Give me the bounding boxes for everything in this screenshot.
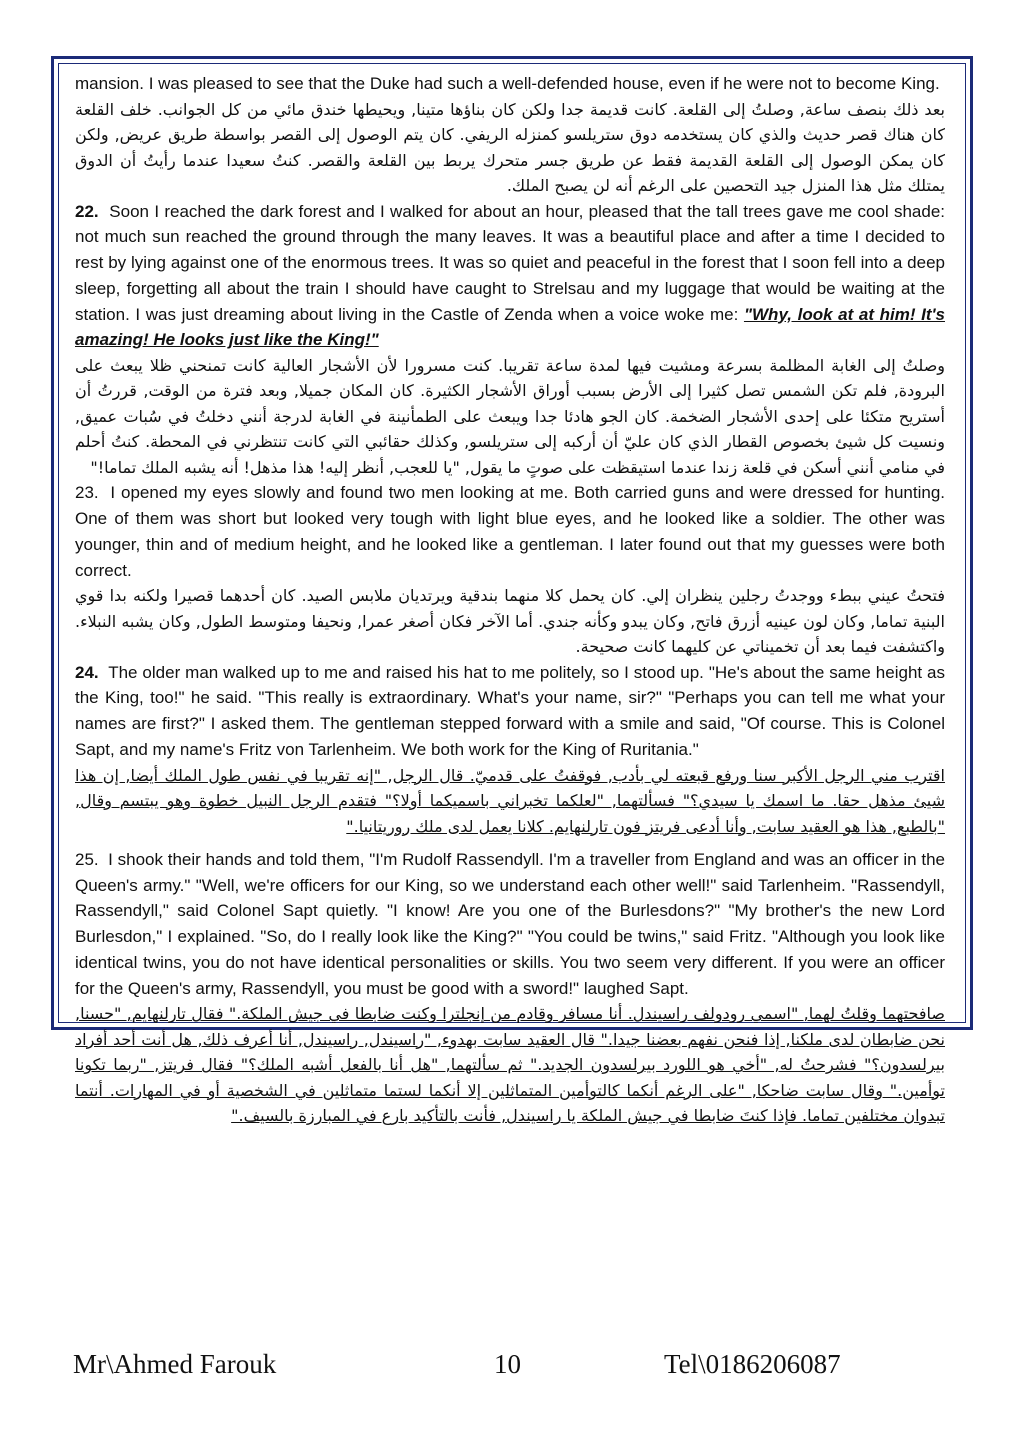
- paragraph-mansion-english: mansion. I was pleased to see that the Duke had such a well-defended house, even if he were not to become King.: [75, 74, 940, 93]
- paragraph-23-english: [75, 480, 945, 583]
- paragraph-22-arabic: وصلتُ إلى الغابة المظلمة بسرعة ومشيت فيها لمدة ساعة تقريبا. كنت مسرورا لأن الأشجار العالية كانت تمنحني ظلا يبعث على البرودة, فلم تكن الشمس تصل كثيرا إلى الأرض بسبب أوراق الأشجار الكثيرة. كان المكان جميلا, وبعد فترة من الوقت, قررتُ أن أستريح متكئا على إحدى الأشجار الضخمة. كان الجو هادئا جدا ويبعث على الطمأنينة في الغابة لدرجة أنني دخلتُ في سُبات عميق, ونسيت كل شيئ بخصوص القطار الذي كان عليّ أن أركبه إلى ستريلسو, وكذلك حقائبي التي كانت تنتظرني في المحطة. كنتُ أحلم في منامي أنني أسكن في قلعة زندا عندما استيقظت على صوتٍ ما يقول, "يا للعجب, أنظر إليه! هذا مذهل! أنه يشبه الملك تماما!": [75, 355, 945, 477]
- paragraph-24-arabic: اقترب مني الرجل الأكبر سنا ورفع قبعته لي بأدب, فوقفتُ على قدميّ. قال الرجل, "إنه تقريبا في نفس طول الملك أيضا, إن هذا شيئ مذهل حقا. ما اسمك يا سيدي؟" فسألتهما, "لعلكما تخبراني باسميكما أولا؟" فتقدم الرجل النبيل خطوة وهو يبتسم وقال, "بالطبع, هذا هو العقيد سابت, وأنا أدعى فريتز فون تارلنهايم. كلانا يعمل لدى ملك روريتانيا.": [75, 765, 945, 836]
- footer-telephone: Tel\0186206087: [664, 1349, 841, 1379]
- paragraph-mansion-arabic: بعد ذلك بنصف ساعة, وصلتُ إلى القلعة. كانت قديمة جدا ولكن كان بناؤها متينا, ويحيطها خندق مائي من كل الجوانب. خلف القلعة كان هناك قصر حديث والذي كان يستخدمه دوق ستريلسو كمنزله الريفي. كان يتم الوصول إلى القصر بواسطة طريق عريض, ولكن كان يمكن الوصول إلى القلعة القديمة فقط عن طريق جسر متحرك يربط بين القلعة والقصر. كنتُ سعيدا عندما رأيتُ أن الدوق يمتلك مثل هذا المنزل جيد التحصين على الرغم أنه لن يصبح الملك.: [75, 99, 945, 196]
- footer-author: Mr\Ahmed Farouk: [73, 1349, 277, 1379]
- paragraph-text: I shook their hands and told them, "I'm Rudolf Rassendyll. I'm a traveller from England and was an officer in the Queen's army." "Well, we're officers for our King, so we understand each other well!" said Tarlenheim. "Rassendyll, Rassendyll," said Colonel Sapt quietly. "I know! Are you one of the Burlesdons?" "My brother's the new Lord Burlesdon," I explained. "So, do I really look like the King?" "You could be twins," said Fritz. "Although you look like identical twins, you do not have identical personalities or skills. You two seem very different. If you were an officer for the Queen's army, Rassendyll, you must be good with a sword!" laughed Sapt.: [75, 850, 945, 998]
- dialogue-quote: "Why, look at at him! It's amazing! He looks just like the King!": [75, 304, 945, 350]
- paragraph-text: The older man walked up to me and raised his hat to me politely, so I stood up. "He's about the same height as the King, too!" he said. "This really is extraordinary. What's your name, sir?" "Perhaps you can tell me what your names are first?" I asked them. The gentleman stepped forward with a smile and said, "Of course. This is Colonel Sapt, and my name's Fritz von Tarlenheim. We both work for the King of Ruritania.": [75, 662, 946, 759]
- paragraph-text: Soon I reached the dark forest and I walked for about an hour, pleased that the tall trees gave me cool shade: not much sun reached the ground through the many leaves. It was a beautiful place and after a time I decided to rest by lying against one of the enormous trees. It was so quiet and peaceful in the forest that I soon fell into a deep sleep, forgetting all about the train I should have caught to Strelsau and my luggage that would be waiting at the station. I was just dreaming about living in the Castle of Zenda when a voice woke me:: [75, 201, 946, 324]
- document-body: [75, 71, 945, 1129]
- page-number: 10: [494, 1349, 521, 1379]
- paragraph-23-arabic: فتحتُ عيني ببطء ووجدتُ رجلين ينظران إلي. كان يحمل كلا منهما بندقية ويرتديان ملابس الصيد. كان أحدهما قصيرا ولكنه بدا قوي البنية تماما, وكان لون عينيه أزرق فاتح, وكان يبدو وكأنه جندي. أما الآخر فكان أصغر عمرا, ونحيفا ومتوسط الطول, وكان يشبه النبلاء. واكتشفت فيما بعد أن تخميناتي عن كليهما كانت صحيحة.: [75, 586, 945, 657]
- paragraph-24-english: [75, 660, 945, 763]
- paragraph-number: 22.: [75, 201, 99, 221]
- paragraph-text: I opened my eyes slowly and found two men looking at me. Both carried guns and were dressed for hunting. One of them was short but looked very tough with light blue eyes, and he looked like a soldier. The other was younger, thin and of medium height, and he looked like a gentleman. I later found out that my guesses were both correct.: [75, 483, 945, 580]
- paragraph-number: 25.: [75, 850, 99, 870]
- paragraph-22-english: [75, 199, 945, 353]
- paragraph-25-english: [75, 847, 945, 1001]
- paragraph-number: 23.: [75, 483, 99, 503]
- paragraph-25-arabic: صافحتهما وقلتُ لهما, "اسمي رودولف راسيندل. أنا مسافر وقادم من إنجلترا وكنت ضابطا في جيش الملكة." فقال تارلنهايم, "حسنا, نحن ضابطان لدى ملكنا, إذا فنحن نفهم بعضنا جيدا." قال العقيد سابت بهدوء, "راسيندل, راسيندل, أنا أعرف ذلك, هل أنت أحد أفراد بيرلسدون؟" فشرحتُ له, "أخي هو اللورد بيرلسدون الجديد." ثم سألتهما, "هل أنا بالفعل أشبه الملك؟" فقال فريتز, "ربما تكونا توأمين." وقال سابت ضاحكا, "على الرغم أنكما كالتوأمين المتماثلين إلا أنكما لستما متماثلين في الشخصية أو في المهارات. أنتما تبدوان مختلفين تماما. فإذا كنتَ ضابطا في جيش الملكة يا راسيندل, فأنت بالتأكيد بارع في المبارزة بالسيف.": [75, 1004, 945, 1126]
- paragraph-number: 24.: [75, 662, 99, 682]
